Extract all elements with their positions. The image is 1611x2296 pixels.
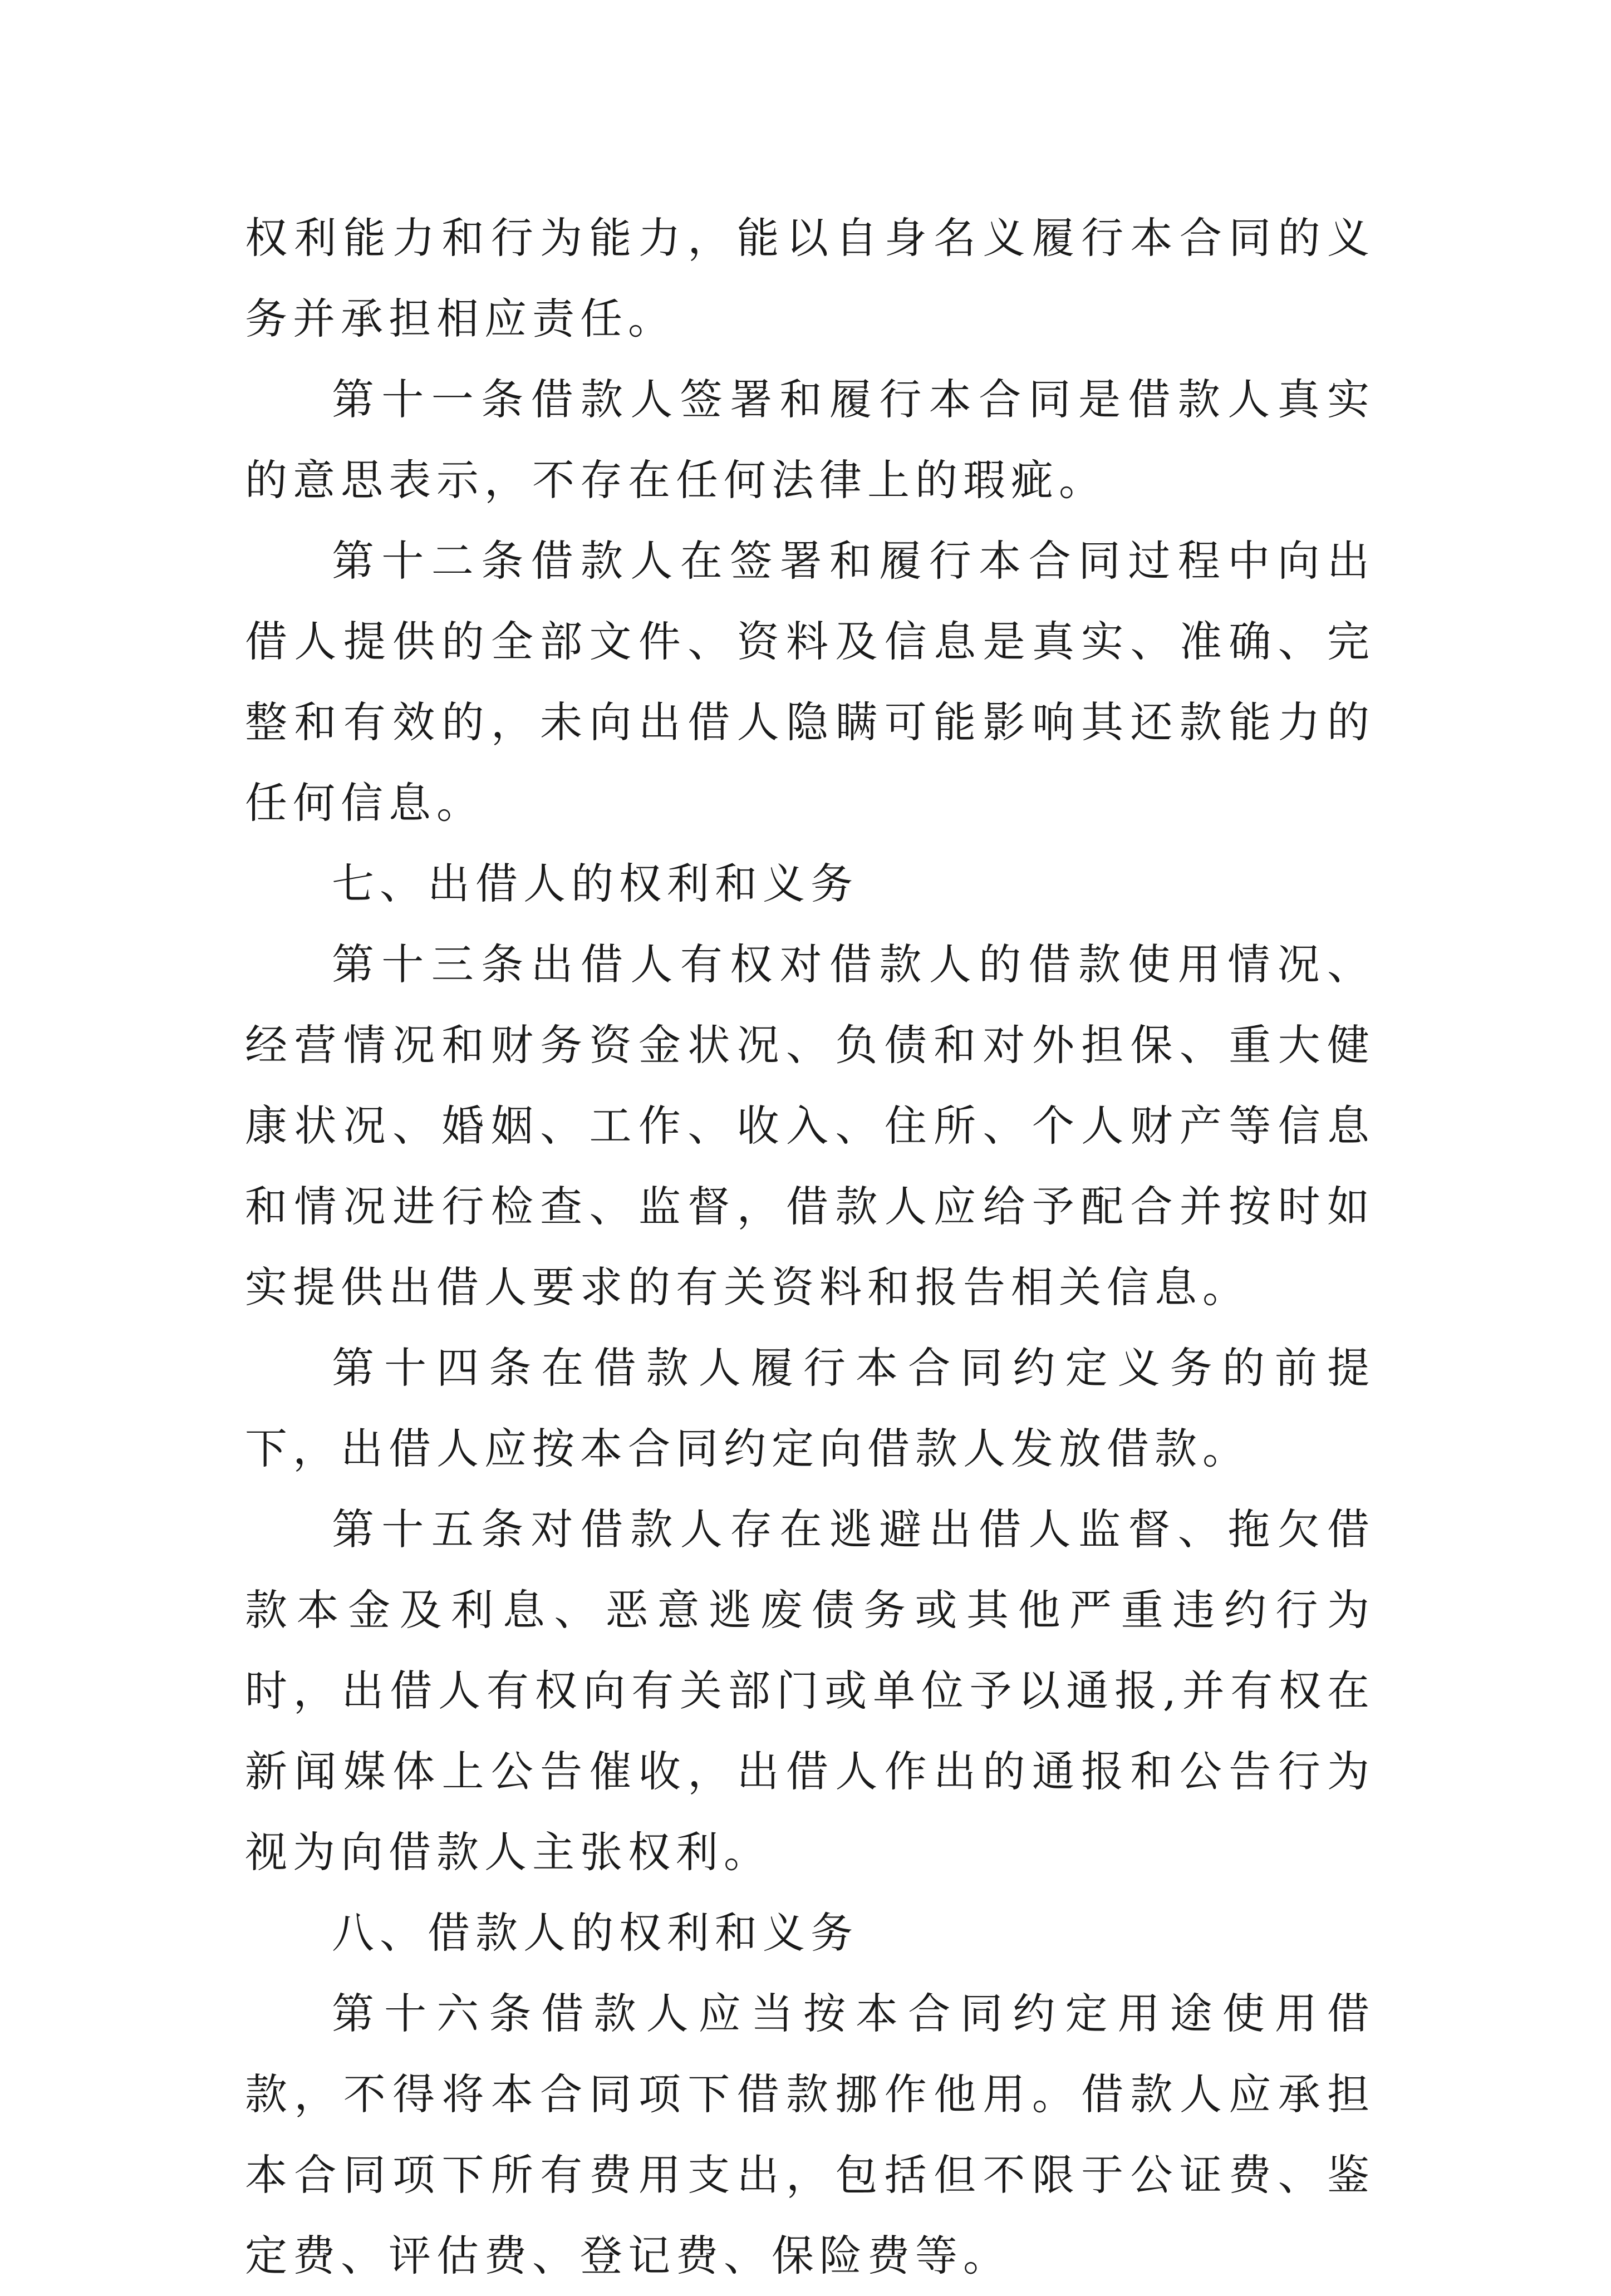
- article-16-paragraph: 第十六条借款人应当按本合同约定用途使用借款，不得将本合同项下借款挪作他用。借款人应承担本合同项下所有费用支出，包括但不限于公证费、鉴定费、评估费、登记费、保险费等。: [245, 1989, 1375, 2280]
- article-12-paragraph: 第十二条借款人在签署和履行本合同过程中向出借人提供的全部文件、资料及信息是真实、准确、完整和有效的，未向出借人隐瞒可能影响其还款能力的任何信息。: [245, 536, 1375, 828]
- continuation-paragraph: 权利能力和行为能力，能以自身名义履行本合同的义务并承担相应责任。: [245, 213, 1375, 343]
- document-body: [245, 198, 1375, 2296]
- article-13-paragraph: 第十三条出借人有权对借款人的借款使用情况、经营情况和财务资金状况、负债和对外担保、重大健康状况、婚姻、工作、收入、住所、个人财产等信息和情况进行检查、监督，借款人应给予配合并按时如实提供出借人要求的有关资料和报告相关信息。: [245, 940, 1375, 1312]
- section-8-heading: 八、借款人的权利和义务: [332, 1908, 858, 1958]
- article-15-paragraph: 第十五条对借款人存在逃避出借人监督、拖欠借款本金及利息、恶意逃废债务或其他严重违约行为时，出借人有权向有关部门或单位予以通报,并有权在新闻媒体上公告催收，出借人作出的通报和公告行为视为向借款人主张权利。: [245, 1505, 1375, 1877]
- article-14-paragraph: 第十四条在借款人履行本合同约定义务的前提下，出借人应按本合同约定向借款人发放借款。: [245, 1343, 1375, 1473]
- section-7-heading: 七、出借人的权利和义务: [332, 859, 858, 908]
- article-11-paragraph: 第十一条借款人签署和履行本合同是借款人真实的意思表示，不存在任何法律上的瑕疵。: [245, 375, 1375, 505]
